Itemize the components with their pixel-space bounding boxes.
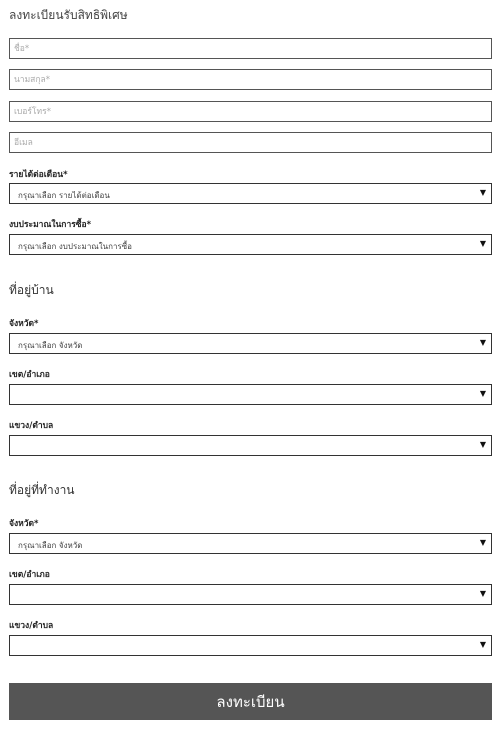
work-section-title: ที่อยู่ที่ทำงาน <box>9 483 75 497</box>
work-subdistrict-select[interactable] <box>9 635 492 656</box>
triangle-down-icon: ▼ <box>479 239 486 248</box>
home-subdistrict-select[interactable] <box>9 435 492 456</box>
budget-select-value: กรุณาเลือก งบประมาณในการซื้อ <box>18 242 132 251</box>
work-province-value: กรุณาเลือก จังหวัด <box>18 541 83 550</box>
home-province-value: กรุณาเลือก จังหวัด <box>18 341 83 350</box>
home-province-label: จังหวัด* <box>9 319 39 329</box>
triangle-down-icon: ▼ <box>479 640 486 649</box>
triangle-down-icon: ▼ <box>479 188 486 197</box>
work-district-select[interactable] <box>9 584 492 605</box>
triangle-down-icon: ▼ <box>479 338 486 347</box>
home-province-select[interactable] <box>9 333 492 354</box>
register-button[interactable]: ลงทะเบียน <box>9 683 492 720</box>
home-district-label: เขต/อำเภอ <box>9 370 50 380</box>
email-input[interactable] <box>9 132 492 153</box>
form-title: ลงทะเบียนรับสิทธิพิเศษ <box>9 8 128 22</box>
home-subdistrict-label: แขวง/ตำบล <box>9 421 54 431</box>
triangle-down-icon: ▼ <box>479 440 486 449</box>
first-name-input[interactable] <box>9 38 492 59</box>
triangle-down-icon: ▼ <box>479 538 486 547</box>
phone-input[interactable] <box>9 101 492 122</box>
last-name-input[interactable] <box>9 69 492 90</box>
home-district-select[interactable] <box>9 384 492 405</box>
income-select-value: กรุณาเลือก รายได้ต่อเดือน <box>18 191 110 200</box>
budget-label: งบประมาณในการซื้อ* <box>9 220 92 230</box>
work-province-select[interactable] <box>9 533 492 554</box>
work-district-label: เขต/อำเภอ <box>9 570 50 580</box>
triangle-down-icon: ▼ <box>479 589 486 598</box>
work-subdistrict-label: แขวง/ตำบล <box>9 621 54 631</box>
budget-select[interactable] <box>9 234 492 255</box>
income-select[interactable] <box>9 183 492 204</box>
home-section-title: ที่อยู่บ้าน <box>9 283 54 297</box>
triangle-down-icon: ▼ <box>479 389 486 398</box>
work-province-label: จังหวัด* <box>9 519 39 529</box>
income-label: รายได้ต่อเดือน* <box>9 170 68 180</box>
